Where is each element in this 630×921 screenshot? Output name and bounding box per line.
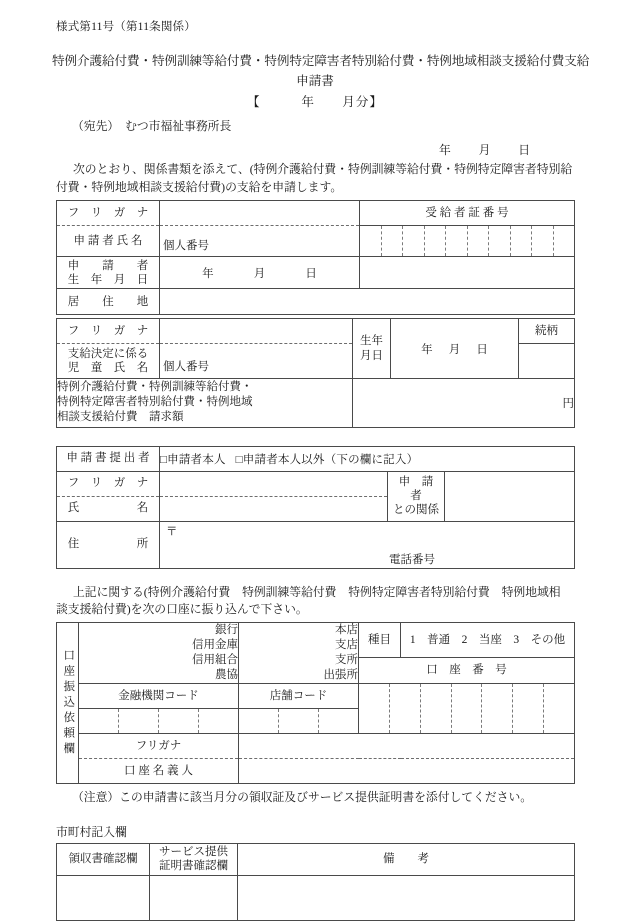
- child-birth-ymd: [391, 341, 518, 357]
- form-title-line1: 特例介護給付費・特例訓練等給付費・特例特定障害者特別給付費・特例地域相談支援給付費支給: [52, 54, 590, 68]
- account-type-options[interactable]: 1 普通 2 当座 3 その他: [401, 623, 575, 658]
- submitter-relation-label: [388, 471, 445, 521]
- bank-intro-paragraph: [56, 584, 574, 619]
- table-row: [57, 446, 575, 471]
- form-content: [52, 18, 590, 921]
- child-name-label: [57, 344, 160, 378]
- addressee: （宛先） むつ市福祉事務所長: [72, 119, 232, 133]
- recipient-cert-value[interactable]: [360, 226, 575, 257]
- service-cert-label-line1: サービス提供: [159, 845, 228, 858]
- claim-label-line3: 相談支援給付費 請求額: [57, 411, 184, 424]
- institution-code-cells[interactable]: [79, 709, 238, 733]
- service-cert-check-value[interactable]: [150, 875, 238, 920]
- table-row: [57, 319, 575, 344]
- table-row: [57, 201, 575, 226]
- submitter-name-value[interactable]: [160, 496, 388, 521]
- applicant-birth-label-line2: 生 年 月 日: [67, 273, 149, 286]
- year-label: 年: [421, 343, 433, 356]
- claim-amount-label: [57, 378, 353, 427]
- form-number: 様式第11号（第11条関係）: [56, 21, 196, 33]
- postal-code-mark: 〒: [166, 525, 178, 538]
- form-title-month: 【 年 月分】: [247, 95, 383, 109]
- account-holder-label: 口 座 名 義 人: [79, 758, 239, 783]
- child-birth-label-line1: 生年: [360, 335, 383, 348]
- table-row: [57, 843, 575, 875]
- child-name-label-line2: 児 童 氏 名: [67, 362, 149, 375]
- bank-transfer-table: [56, 622, 575, 784]
- branch-code-cells[interactable]: [239, 709, 358, 733]
- month-label: 月: [448, 343, 461, 356]
- table-row: [57, 289, 575, 315]
- applicant-name-label: 申 請 者 氏 名: [57, 226, 160, 257]
- city-entry-table: [56, 843, 575, 921]
- submitter-label: 申 請 書 提 出 者: [57, 446, 160, 471]
- checkbox-self-option[interactable]: □申請者本人: [160, 453, 226, 466]
- table-row: [57, 226, 575, 257]
- table-row: [57, 875, 575, 920]
- applicant-birth-ymd: [160, 265, 359, 281]
- applicant-name-value[interactable]: [160, 226, 360, 257]
- submitter-address-value[interactable]: [160, 521, 575, 568]
- child-furigana-value[interactable]: [160, 319, 353, 344]
- institution-type-shinkumi: 信用組合: [192, 653, 238, 666]
- intro-paragraph: [56, 161, 574, 196]
- submitter-address-label: 住 所: [57, 521, 160, 568]
- table-row: [57, 471, 575, 496]
- applicant-residence-value[interactable]: [160, 289, 575, 315]
- receipt-check-label: 領収書確認欄: [57, 843, 150, 875]
- child-birth-value[interactable]: [391, 319, 519, 378]
- child-relation-label: 続柄: [519, 319, 575, 344]
- child-table: [56, 318, 575, 427]
- table-row: [57, 683, 575, 708]
- receipt-check-value[interactable]: [57, 875, 150, 920]
- table-row: [57, 733, 575, 758]
- submitter-relation-value[interactable]: [445, 471, 575, 521]
- submitter-furigana-value[interactable]: [160, 471, 388, 496]
- table-row: [57, 257, 575, 289]
- submitter-relation-line1: 申 請 者: [398, 475, 445, 502]
- account-type-label: 種目: [359, 623, 401, 658]
- account-number-cells[interactable]: [359, 684, 574, 733]
- table-row: [57, 623, 575, 658]
- table-row: [57, 378, 575, 427]
- table-row: [57, 521, 575, 568]
- branch-type-branch: 支店: [335, 638, 358, 651]
- applicant-birth-label: [57, 257, 160, 289]
- bank-intro-line2: 談支援給付費)を次の口座に振り込んで下さい。: [56, 602, 308, 617]
- claim-label-line2: 特例特定障害者特別給付費・特例地域: [57, 396, 253, 409]
- institution-type-shinkin: 信用金庫: [192, 638, 238, 651]
- submitter-relation-line2: との関係: [393, 504, 439, 517]
- phone-number-label: 電話番号: [389, 553, 435, 566]
- child-birth-label-line2: 月日: [360, 349, 383, 362]
- institution-type-bank: 銀行: [215, 624, 238, 637]
- month-label: 月: [253, 267, 266, 280]
- applicant-birth-label-line1: 申 請 者: [67, 259, 149, 272]
- recipient-cert-label: 受 給 者 証 番 号: [360, 201, 575, 226]
- year-label: 年: [202, 267, 214, 280]
- attention-note: （注意）この申請書に該当月分の領収証及びサービス提供証明書を添付してください。: [72, 789, 533, 804]
- applicant-residence-label: 居 住 地: [57, 289, 160, 315]
- branch-type-sub: 支所: [335, 653, 358, 666]
- account-number-value[interactable]: [359, 683, 575, 733]
- submitter-type-choices[interactable]: [160, 446, 575, 471]
- applicant-birth-value[interactable]: [160, 257, 360, 289]
- institution-code-value[interactable]: [79, 708, 239, 733]
- branch-type-office: 出張所: [323, 668, 358, 681]
- institution-code-label: 金融機関コード: [79, 683, 239, 708]
- bank-vertical-label-cell: [57, 623, 79, 784]
- submitter-furigana-label: フ リ ガ ナ: [57, 471, 160, 496]
- applicant-table: [56, 200, 575, 315]
- branch-type-head: 本店: [335, 624, 358, 637]
- child-my-number-label: 個人番号: [163, 361, 209, 374]
- account-furigana-label: フリガナ: [79, 733, 239, 758]
- day-label: 日: [476, 343, 488, 356]
- intro-line2: 付費・特例地域相談支援給付費)の支給を申請します。: [56, 179, 343, 194]
- submitter-table: [56, 446, 575, 569]
- financial-institution-name[interactable]: [79, 623, 239, 684]
- applicant-furigana-value[interactable]: [160, 201, 360, 226]
- remarks-value[interactable]: [238, 875, 575, 920]
- child-furigana-label: フ リ ガ ナ: [57, 319, 160, 344]
- applicant-birth-extra[interactable]: [360, 257, 575, 289]
- intro-line1: 次のとおり、関係書類を添えて、(特例介護給付費・特例訓練等給付費・特例特定障害者特別給: [73, 162, 573, 176]
- bank-intro-line1: 上記に関する(特例介護給付費 特例訓練等給付費 特例特定障害者特別給付費 特例地域相: [73, 584, 561, 599]
- remarks-label: 備 考: [238, 843, 575, 875]
- institution-type-nokyo: 農協: [215, 668, 238, 681]
- claim-label-line1: 特例介護給付費・特例訓練等給付費・: [57, 380, 253, 393]
- child-name-value[interactable]: [160, 344, 353, 378]
- account-holder-value[interactable]: [239, 758, 575, 783]
- submission-date-line: 年 月 日: [439, 143, 538, 157]
- recipient-cert-cells[interactable]: [360, 226, 574, 256]
- bank-vertical-label: 口座振込依頼欄: [62, 648, 75, 758]
- city-section-label: 市町村記入欄: [56, 824, 127, 839]
- claim-amount-value[interactable]: [353, 378, 575, 427]
- child-relation-value[interactable]: [519, 344, 575, 378]
- account-furigana-value[interactable]: [239, 733, 575, 758]
- service-cert-label-line2: 証明書確認欄: [159, 860, 228, 873]
- checkbox-other-option[interactable]: □申請者本人以外（下の欄に記入）: [235, 453, 419, 466]
- day-label: 日: [305, 267, 317, 280]
- table-row: [57, 758, 575, 783]
- branch-code-label: 店舗コード: [239, 683, 359, 708]
- form-title-line2: 申請書: [296, 74, 334, 88]
- child-name-label-line1: 支給決定に係る: [67, 347, 149, 360]
- branch-name[interactable]: [239, 623, 359, 684]
- submitter-name-label: 氏 名: [57, 496, 160, 521]
- applicant-furigana-label: フ リ ガ ナ: [57, 201, 160, 226]
- child-birth-label: [353, 319, 391, 378]
- applicant-my-number-label: 個人番号: [163, 239, 209, 252]
- currency-unit: 円: [562, 397, 574, 410]
- branch-code-value[interactable]: [239, 708, 359, 733]
- account-number-label: 口 座 番 号: [359, 658, 575, 683]
- service-cert-check-label: [150, 843, 238, 875]
